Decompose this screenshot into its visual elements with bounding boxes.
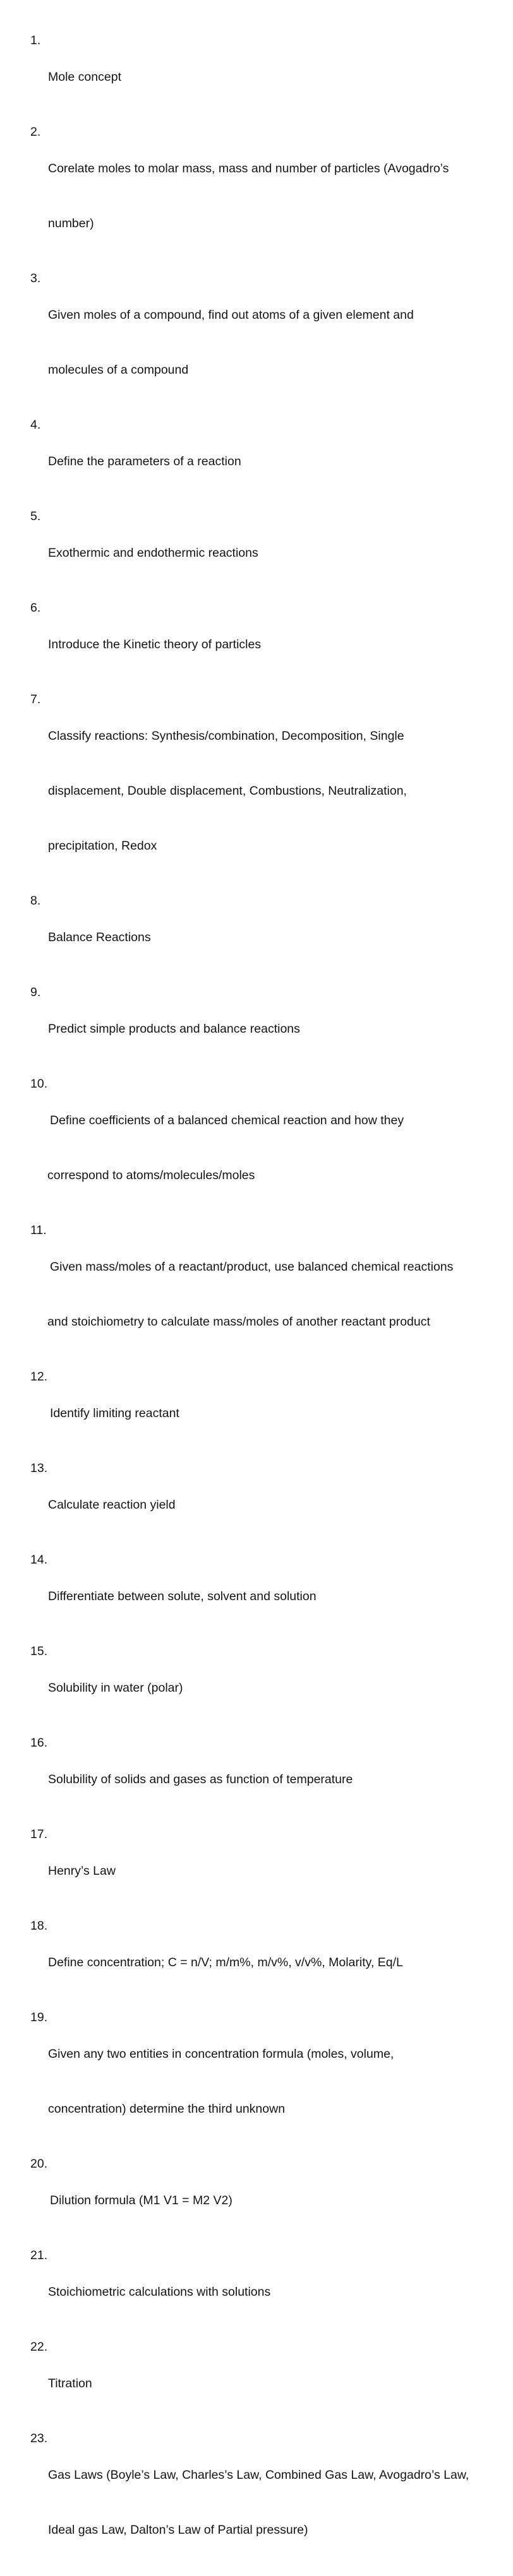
item-text <box>48 1642 479 1734</box>
item-text <box>48 599 479 691</box>
item-text <box>48 1825 479 1917</box>
item-text <box>48 1917 479 2009</box>
item-text-line: precipitation, Redox <box>48 839 157 853</box>
item-number: 7. <box>30 692 41 706</box>
item-number: 20. <box>30 2157 48 2171</box>
item-number: 8. <box>30 894 41 908</box>
item-text <box>50 2155 479 2247</box>
item-number: 22. <box>30 2340 48 2354</box>
item-text-line: Differentiate between solute, solvent and solution <box>48 1589 317 1603</box>
item-text-line: Calculate reaction yield <box>48 1498 176 1512</box>
item-text <box>48 32 479 123</box>
item-text-line: Stoichiometric calculations with solutions <box>48 2285 271 2299</box>
item-text-line: number) <box>48 217 94 230</box>
item-number: 2. <box>30 125 41 139</box>
item-text-line: Titration <box>48 2377 92 2390</box>
list-item <box>30 1368 479 1459</box>
list-item <box>30 1221 479 1368</box>
list-item <box>30 123 479 270</box>
list-item <box>30 1075 479 1221</box>
item-text-line: Corelate moles to molar mass, mass and number of particles (Avogadro’s <box>48 162 449 175</box>
topic-list <box>30 32 479 2576</box>
item-text-line: Given mass/moles of a reactant/product, use balanced chemical reactions <box>50 1260 454 1274</box>
item-text-line: and stoichiometry to calculate mass/moles of another reactant product <box>47 1315 430 1329</box>
list-item <box>30 892 479 983</box>
item-text-line: Solubility in water (polar) <box>48 1681 183 1695</box>
item-text-line: Identify limiting reactant <box>50 1406 179 1420</box>
item-text-line: Classify reactions: Synthesis/combination, Decomposition, Single <box>48 729 404 743</box>
item-number: 16. <box>30 1736 48 1750</box>
list-item <box>30 2009 479 2155</box>
item-number: 15. <box>30 1644 48 1658</box>
item-text-line: Balance Reactions <box>48 930 151 944</box>
list-item <box>30 270 479 416</box>
item-number: 12. <box>30 1370 48 1384</box>
item-text <box>47 1221 479 1368</box>
item-number: 4. <box>30 418 41 432</box>
list-item <box>30 1642 479 1734</box>
item-text <box>48 416 479 507</box>
item-text-line: displacement, Double displacement, Combustions, Neutralization, <box>48 784 407 798</box>
list-item <box>30 1734 479 1825</box>
item-number: 3. <box>30 271 41 285</box>
item-number: 19. <box>30 2010 48 2024</box>
item-number: 10. <box>30 1077 48 1091</box>
item-number: 18. <box>30 1919 48 1933</box>
list-item <box>30 691 479 892</box>
item-text-line: Introduce the Kinetic theory of particles <box>48 638 262 651</box>
item-text <box>47 1075 479 1221</box>
item-number: 1. <box>30 33 41 47</box>
list-item <box>30 2247 479 2338</box>
item-text-line: Ideal gas Law, Dalton’s Law of Partial pressure) <box>48 2523 308 2537</box>
list-item <box>30 2430 479 2576</box>
item-text-line: Gas Laws (Boyle’s Law, Charles’s Law, Combined Gas Law, Avogadro’s Law, <box>48 2468 469 2482</box>
item-text-line: Given moles of a compound, find out atoms of a given element and <box>48 308 414 322</box>
item-number: 13. <box>30 1461 48 1475</box>
item-number: 6. <box>30 601 41 615</box>
list-item <box>30 507 479 599</box>
item-text <box>48 2338 479 2430</box>
item-text <box>48 892 479 983</box>
item-text <box>50 1368 479 1459</box>
item-text-line: Dilution formula (M1 V1 = M2 V2) <box>50 2193 232 2207</box>
item-text <box>48 983 479 1075</box>
item-text-line: Define the parameters of a reaction <box>48 454 241 468</box>
item-text <box>48 1734 479 1825</box>
item-text-line: molecules of a compound <box>48 363 189 377</box>
item-text <box>48 1551 479 1642</box>
item-text-line: concentration) determine the third unknown <box>48 2102 286 2116</box>
item-number: 21. <box>30 2248 48 2262</box>
item-text-line: Exothermic and endothermic reactions <box>48 546 258 560</box>
list-item <box>30 32 479 123</box>
item-text <box>48 123 479 270</box>
list-item <box>30 1917 479 2009</box>
item-text-line: Define coefficients of a balanced chemical reaction and how they <box>50 1113 404 1127</box>
list-item <box>30 1825 479 1917</box>
item-text <box>48 2247 479 2338</box>
list-item <box>30 1459 479 1551</box>
item-text <box>48 2430 479 2576</box>
list-item <box>30 983 479 1075</box>
list-item <box>30 599 479 691</box>
list-item <box>30 416 479 507</box>
list-item <box>30 1551 479 1642</box>
item-number: 11. <box>30 1223 47 1237</box>
item-text-line: Mole concept <box>48 70 121 84</box>
item-number: 5. <box>30 509 41 523</box>
item-text <box>48 270 479 416</box>
item-text-line: Predict simple products and balance reactions <box>48 1022 300 1036</box>
item-text <box>48 2009 479 2155</box>
item-number: 9. <box>30 985 41 999</box>
item-text-line: Solubility of solids and gases as function of temperature <box>48 1772 353 1786</box>
item-text-line: Define concentration; C = n/V; m/m%, m/v%, v/v%, Molarity, Eq/L <box>48 1956 403 1969</box>
item-number: 14. <box>30 1553 48 1567</box>
item-text-line: Given any two entities in concentration formula (moles, volume, <box>48 2047 394 2061</box>
list-item <box>30 2155 479 2247</box>
item-text <box>48 1459 479 1551</box>
item-text-line: Henry’s Law <box>48 1864 116 1878</box>
item-text <box>48 691 479 892</box>
item-number: 17. <box>30 1827 48 1841</box>
item-number: 23. <box>30 2431 48 2445</box>
list-item <box>30 2338 479 2430</box>
item-text-line: correspond to atoms/molecules/moles <box>47 1168 255 1182</box>
item-text <box>48 507 479 599</box>
